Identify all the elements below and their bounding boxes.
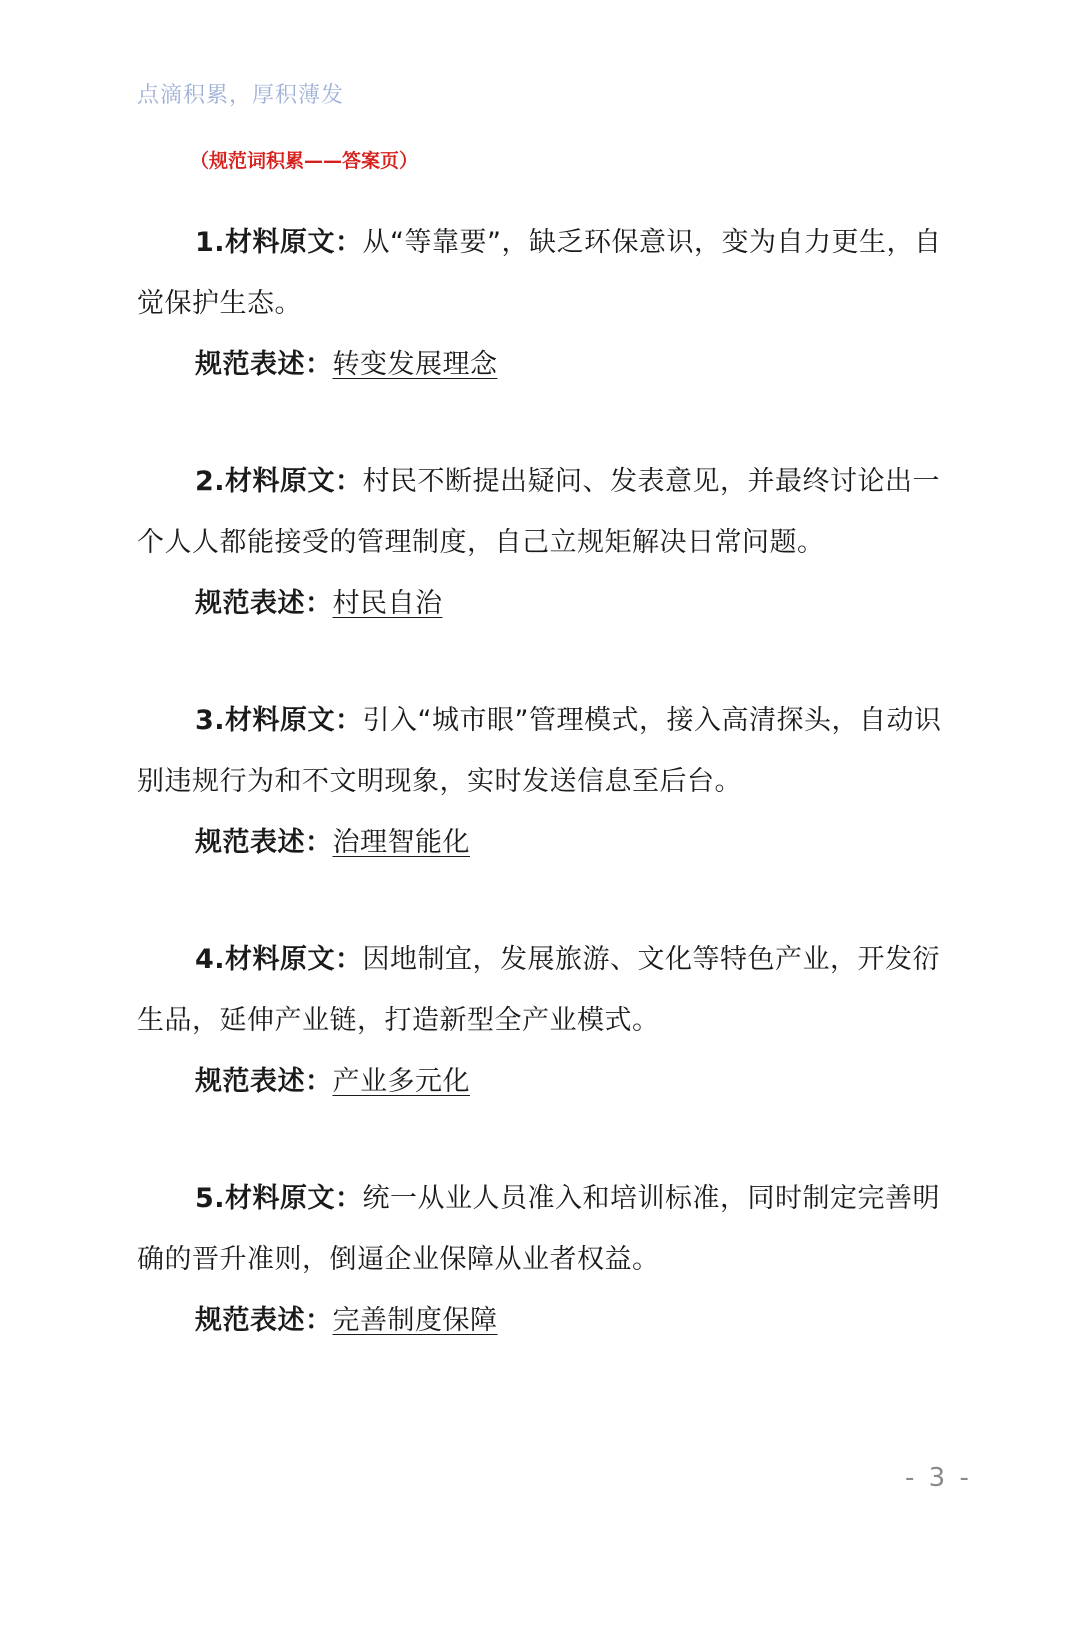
original-text-paragraph	[137, 929, 957, 1051]
normative-expression	[137, 1051, 957, 1112]
original-text-label: 4.材料原文：	[195, 944, 363, 975]
original-text-paragraph	[137, 690, 957, 812]
list-item	[137, 1168, 957, 1351]
original-text-paragraph	[137, 1168, 957, 1290]
normative-answer: 治理智能化	[332, 827, 470, 858]
section-title: （规范词积累——答案页）	[190, 150, 419, 172]
original-text: 从“等靠要”，缺乏环保意识，变为自力更生，自觉保护生态。	[137, 227, 942, 319]
normative-answer: 完善制度保障	[332, 1305, 498, 1336]
normative-label: 规范表述：	[195, 1305, 333, 1336]
list-item	[137, 929, 957, 1112]
header-motto: 点滴积累，厚积薄发	[137, 83, 345, 108]
original-text-label: 1.材料原文：	[195, 227, 363, 258]
item-list	[137, 212, 957, 1407]
original-text: 因地制宜，发展旅游、文化等特色产业，开发衍生品，延伸产业链，打造新型全产业模式。	[137, 944, 941, 1036]
original-text: 引入“城市眼”管理模式，接入高清探头，自动识别违规行为和不文明现象，实时发送信息至后台。	[137, 705, 942, 797]
normative-expression	[137, 1290, 957, 1351]
original-text: 统一从业人员准入和培训标准，同时制定完善明确的晋升准则，倒逼企业保障从业者权益。	[137, 1183, 941, 1275]
page-number: - 3 -	[905, 1463, 972, 1493]
normative-label: 规范表述：	[195, 349, 333, 380]
normative-label: 规范表述：	[195, 1066, 333, 1097]
normative-answer: 产业多元化	[332, 1066, 470, 1097]
original-text: 村民不断提出疑问、发表意见，并最终讨论出一个人人都能接受的管理制度，自己立规矩解决日常问题。	[137, 466, 941, 558]
normative-expression	[137, 573, 957, 634]
normative-answer: 村民自治	[332, 588, 443, 619]
original-text-paragraph	[137, 451, 957, 573]
list-item	[137, 690, 957, 873]
normative-label: 规范表述：	[195, 827, 333, 858]
original-text-label: 3.材料原文：	[195, 705, 363, 736]
normative-label: 规范表述：	[195, 588, 333, 619]
original-text-label: 5.材料原文：	[195, 1183, 363, 1214]
normative-expression	[137, 812, 957, 873]
normative-answer: 转变发展理念	[332, 349, 498, 380]
original-text-paragraph	[137, 212, 957, 334]
list-item	[137, 451, 957, 634]
list-item	[137, 212, 957, 395]
normative-expression	[137, 334, 957, 395]
original-text-label: 2.材料原文：	[195, 466, 363, 497]
